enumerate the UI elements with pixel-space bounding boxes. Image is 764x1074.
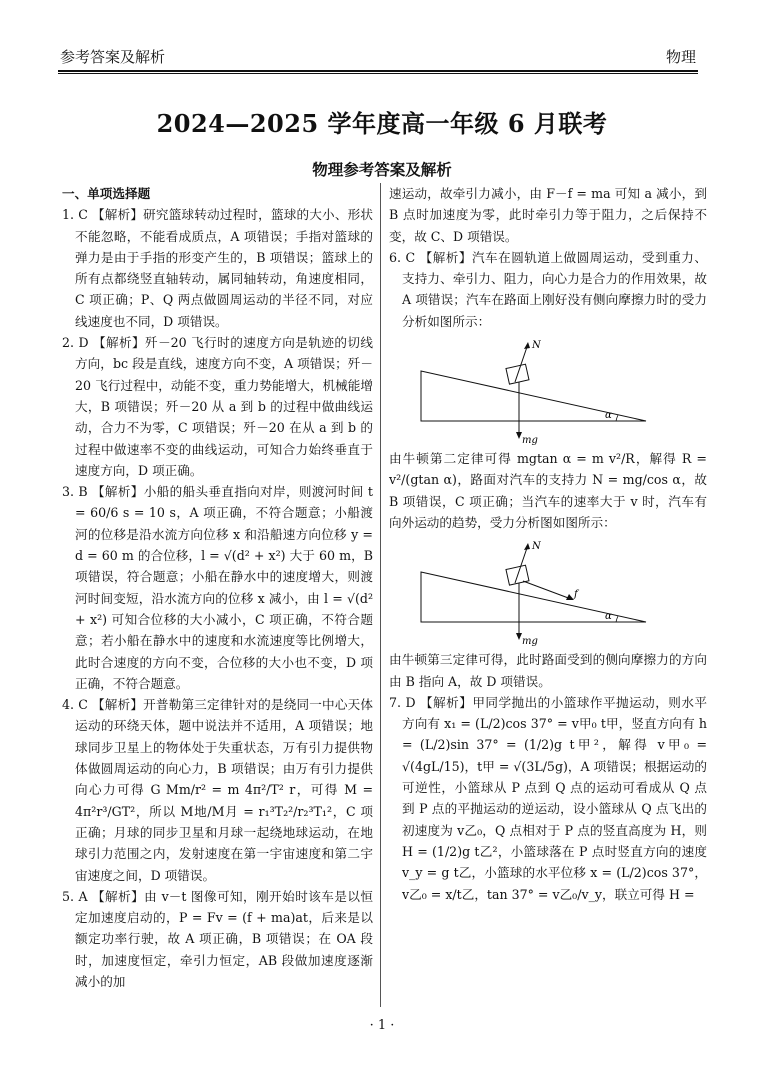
answer-item-7: 7. D 【解析】甲同学抛出的小篮球作平抛运动，则水平方向有 x₁ = (L/2)cos 37° = v甲₀ t甲，竖直方向有 h = (L/2)sin 37° = (1/2)g t甲²，解得 v甲₀ = √(4gL/15)，t甲 = √(3L/5g)，A 项错误；根据运动的可逆性，小篮球从 P 点到 Q 点的运动可看成从 Q 点到 P 点的平抛运动的逆运动，设小篮球从 Q 点飞出的初速度为 v乙₀，Q 点相对于 P 点的竖直高度为 H，则 H = (1/2)g t乙²，小篮球落在 P 点时竖直方向的速度 v_y = g t乙，小篮球的水平位移 x = (L/2)cos 37°，v乙₀ = x/t乙，tan 37° = v乙₀/v_y，联立可得 H =	[389, 694, 707, 902]
force-diagram-2	[411, 537, 651, 647]
friction-label: f	[574, 589, 578, 601]
answer-item-6-conclusion: 由牛顿第三定律可得，此时路面受到的侧向摩擦力的方向由 B 指向 A，故 D 项错误。	[389, 652, 707, 689]
right-column	[389, 183, 707, 905]
weight-label: mg	[522, 636, 538, 648]
header-rule-thin	[58, 73, 698, 74]
answer-item-3: 3. B 【解析】小船的船头垂直指向对岸，则渡河时间 t = 60/6 s = 10 s，A 项正确，不符合题意；小船渡河的位移是沿水流方向位移 x 和沿船速方向位移 y = d = 60 m 的合位移，l = √(d² + x²) 大于 60 m，B 项错误，符合题意；小船在静水中的速度增大，则渡河时间变短，沿水流方向的位移 x 减小，由 l = √(d² + x²) 可知合位移的大小减小，C 项正确，不符合题意；若小船在静水中的速度和水流速度等比例增大，此时合速度的方向不变，合位移的大小也不变，D 项正确，不符合题意。	[62, 484, 373, 691]
angle-arc	[616, 415, 618, 421]
incline-triangle	[421, 572, 646, 622]
answer-item-1: 1. C 【解析】研究篮球转动过程时，篮球的大小、形状不能忽略，不能看成质点，A 项错误；手指对篮球的弹力是由于手指的形变产生的，B 项错误；篮球上的所有点都绕竖直轴转动，属同轴转动，角速度相同，C 项正确；P、Q 两点做圆周运动的半径不同，对应线速度也不同，D 项错误。	[62, 207, 373, 329]
answer-item-2: 2. D 【解析】歼－20 飞行时的速度方向是轨迹的切线方向，bc 段是直线，速度方向不变，A 项错误；歼－20 飞行过程中，动能不变，重力势能增大，机械能增大，B 项错误；歼－20 从 a 到 b 的过程中做曲线运动，合力不为零，C 项错误；歼－20 在从 a 到 b 的过程中做速率不变的曲线运动，可知合力始终垂直于速度方向，D 项正确。	[62, 335, 373, 478]
incline-triangle	[421, 371, 646, 421]
answer-item-6: 6. C 【解析】汽车在圆轨道上做圆周运动，受到重力、支持力、牵引力、阻力，向心力是合力的作用效果，故 A 项错误；汽车在路面上刚好没有侧向摩擦力时的受力分析如图所示：	[389, 249, 707, 329]
normal-force-label: N	[532, 340, 541, 352]
answer-item-5: 5. A 【解析】由 v－t 图像可知，刚开始时该车是以恒定加速度启动的，P = Fv = (f + ma)at，后来是以额定功率行驶，故 A 项正确，B 项错误；在 OA 段时，加速度恒定，牵引力恒定，AB 段做加速度逐渐减小的加	[62, 888, 373, 989]
answer-item-4: 4. C 【解析】开普勒第三定律针对的是绕同一中心天体运动的环绕天体，题中说法并不适用，A 项错误；地球同步卫星上的物体处于失重状态，万有引力提供物体做圆周运动的向心力，B 项错误；由万有引力提供向心力可得 G Mm/r² = m 4π²/T² r，可得 M = 4π²r³/GT²，所以 M地/M月 = r₁³T₂²/r₂³T₁²，C 项正确；月球的同步卫星和月球一起绕地球运动，在地球引力范围之内，发射速度在第一宇宙速度和第二宇宙速度之间，D 项错误。	[62, 697, 373, 883]
column-divider	[380, 183, 381, 1007]
document-subtitle: 物理参考答案及解析	[312, 161, 452, 179]
angle-label: α	[605, 611, 612, 623]
page-header	[60, 46, 696, 68]
answer-item-6-derivation: 由牛顿第二定律可得 mgtan α = m v²/R，解得 R = v²/(gtan α)，路面对汽车的支持力 N = mg/cos α，故 B 项错误，C 项正确；当汽车的速率大于 v 时，汽车有向外运动的趋势，受力分析图如图所示：	[389, 451, 707, 530]
angle-arc	[616, 616, 618, 622]
answer-item-5-continued: 速运动，故牵引力减小，由 F－f = ma 可知 a 减小，到 B 点时加速度为零，此时牵引力等于阻力，之后保持不变，故 C、D 项错误。	[389, 186, 707, 244]
header-rule-thick	[58, 70, 698, 72]
header-subject: 物理	[665, 48, 696, 66]
force-diagram-1	[411, 336, 651, 446]
section-heading: 一、单项选择题	[62, 186, 151, 201]
exam-title: 2024—2025 学年度高一年级 6 月联考	[156, 109, 608, 138]
angle-label: α	[605, 410, 612, 422]
weight-label: mg	[522, 435, 538, 447]
left-column	[62, 183, 373, 992]
header-left-text: 参考答案及解析	[60, 48, 166, 66]
normal-force-label: N	[532, 541, 541, 553]
page-number: · 1 ·	[369, 1018, 395, 1033]
